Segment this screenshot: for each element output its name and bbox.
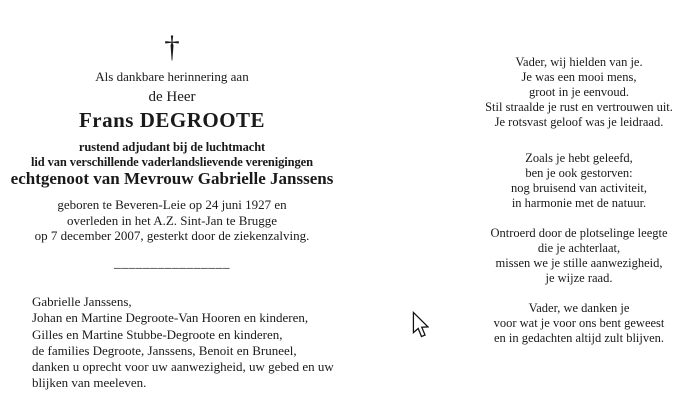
poem-line: in harmonie met de natuur. bbox=[511, 196, 647, 210]
poem-stanza-3 bbox=[470, 226, 687, 286]
poem-stanza-1 bbox=[470, 55, 687, 130]
memorial-poem-panel bbox=[470, 0, 687, 402]
poem-line: je wijze raad. bbox=[545, 271, 613, 285]
family-line: Johan en Martine Degroote-Van Hooren en kinderen, bbox=[32, 310, 309, 326]
poem-line: Je rotsvast geloof was je leidraad. bbox=[494, 115, 664, 129]
poem-line: groot in je eenvoud. bbox=[529, 85, 629, 99]
poem-line: Vader, wij hielden van je. bbox=[515, 55, 643, 69]
poem-line: die je achterlaat, bbox=[537, 241, 621, 255]
poem-line: ben je ook gestorven: bbox=[525, 166, 633, 180]
poem-line: missen we je stille aanwezigheid, bbox=[495, 256, 663, 270]
family-line: de families Degroote, Janssens, Benoit en Bruneel, bbox=[32, 342, 297, 358]
poem-line: voor wat je voor ons bent geweest bbox=[493, 316, 665, 330]
poem-stanza-2 bbox=[470, 151, 687, 211]
spouse-line: echtgenoot van Mevrouw Gabrielle Janssens bbox=[10, 169, 334, 188]
thanks-line: danken u oprecht voor uw aanwezigheid, uw gebed en uw bbox=[32, 359, 334, 375]
poem-line: Zoals je hebt geleefd, bbox=[525, 151, 633, 165]
poem-line: en in gedachten altijd zult blijven. bbox=[493, 331, 665, 345]
poem-line: nog bruisend van activiteit, bbox=[510, 181, 648, 195]
family-acknowledgement-block bbox=[32, 294, 362, 392]
family-line: Gilles en Martine Stubbe-Degroote en kinderen, bbox=[32, 326, 283, 342]
poem-line: Stil straalde je rust en vertrouwen uit. bbox=[485, 100, 673, 114]
poem-line: Ontroerd door de plotselinge leegte bbox=[490, 226, 668, 240]
birth-line: geboren te Beveren-Leie op 24 juni 1927 en bbox=[57, 197, 287, 212]
thanks-line: blijken van meeleven. bbox=[32, 375, 147, 391]
section-divider: ________________ bbox=[114, 255, 230, 270]
family-line: Gabrielle Janssens, bbox=[32, 294, 132, 309]
poem-stanza-4 bbox=[470, 301, 687, 346]
memorial-salutation: de Heer bbox=[148, 89, 196, 105]
poem-line: Vader, we danken je bbox=[528, 301, 630, 315]
deceased-role-line: lid van verschillende vaderlandslievende verenigingen bbox=[31, 155, 313, 169]
deceased-name: Frans DEGROOTE bbox=[78, 108, 266, 132]
poem-line: Je was een mooi mens, bbox=[521, 70, 637, 84]
deceased-roles bbox=[0, 140, 344, 170]
cross-icon: † bbox=[164, 29, 180, 64]
death-date-line: op 7 december 2007, gesterkt door de ziekenzalving. bbox=[34, 228, 310, 243]
death-place-line: overleden in het A.Z. Sint-Jan te Brugge bbox=[66, 212, 278, 228]
deceased-role-line: rustend adjudant bij de luchtmacht bbox=[78, 140, 266, 154]
memorial-intro-line: Als dankbare herinnering aan bbox=[95, 69, 249, 84]
life-dates-block bbox=[0, 197, 344, 244]
mouse-cursor-icon bbox=[412, 311, 429, 338]
